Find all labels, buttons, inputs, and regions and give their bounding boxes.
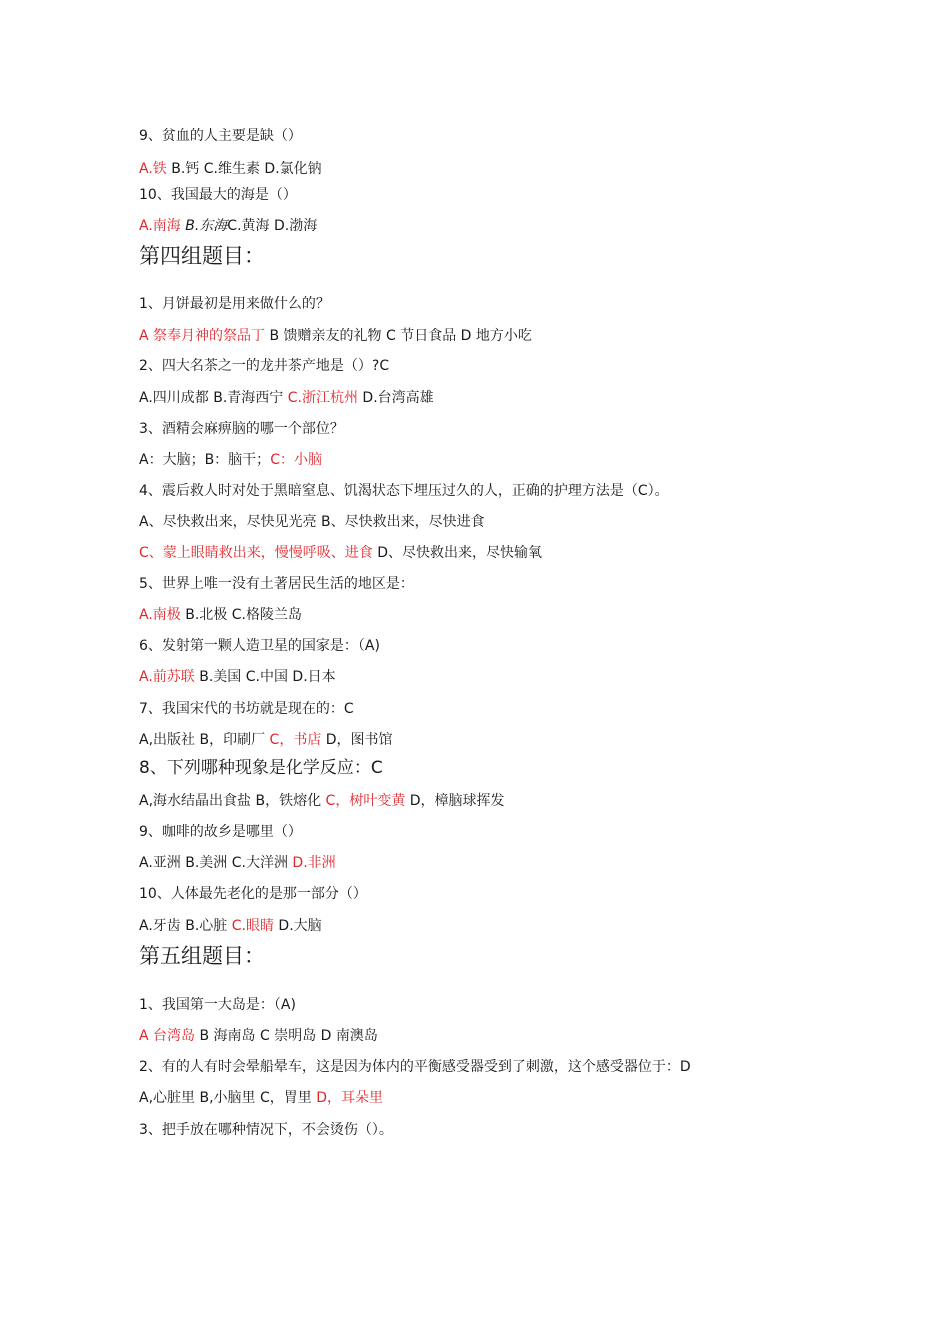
correct-answer: A 祭奉月神的祭品丁 [139, 328, 266, 344]
options-line [139, 730, 393, 750]
correct-answer: A.铁 [139, 161, 167, 177]
question-line [139, 758, 383, 778]
question-line [139, 185, 297, 205]
question-text: 5、世界上唯一没有土著居民生活的地区是： [139, 576, 414, 592]
option-text: D.台湾高雄 [357, 390, 434, 406]
option-text: A.牙齿 B.心脏 [139, 918, 232, 934]
option-text: B.北极 C.格陵兰岛 [180, 607, 302, 623]
options-line [139, 450, 322, 470]
option-text: B.东海 [180, 218, 228, 234]
correct-answer: C，书店 [269, 732, 322, 748]
question-line [139, 699, 354, 719]
options-line [139, 667, 336, 687]
option-text: B 馈赠亲友的礼物 C 节日食品 D 地方小吃 [265, 328, 532, 344]
correct-answer: A.前苏联 [139, 669, 195, 685]
question-text: 2、四大名茶之一的龙井茶产地是（）?C [139, 358, 390, 374]
question-line [139, 126, 302, 146]
options-line [139, 159, 322, 179]
options-line [139, 1088, 383, 1108]
option-text: A.四川成都 B.青海西宁 [139, 390, 288, 406]
correct-answer: D.非洲 [292, 855, 336, 871]
section-heading [139, 242, 265, 270]
options-line [139, 916, 322, 936]
question-line [139, 636, 380, 656]
question-text: 3、把手放在哪种情况下，不会烫伤（）。 [139, 1122, 393, 1138]
options-line [139, 216, 317, 236]
question-line [139, 419, 344, 439]
question-text: 1、我国第一大岛是：（A) [139, 997, 296, 1013]
correct-answer: A.南极 [139, 607, 181, 623]
question-text: 3、酒精会麻痹脑的哪一个部位？ [139, 421, 344, 437]
option-text: D、尽快救出来，尽快输氧 [372, 545, 543, 561]
options-line [139, 1026, 378, 1046]
correct-answer: C、蒙上眼睛救出来，慢慢呼吸、进食 [139, 545, 373, 561]
question-line [139, 1057, 691, 1077]
correct-answer: C：小脑 [270, 452, 322, 468]
question-text: 2、有的人有时会晕船晕车，这是因为体内的平衡感受器受到了刺激，这个感受器位于：D [139, 1059, 691, 1075]
option-text: A,出版社 B，印刷厂 [139, 732, 270, 748]
option-text: A.亚洲 B.美洲 C.大洋洲 [139, 855, 293, 871]
question-text: 4、震后救人时对处于黑暗窒息、饥渴状态下埋压过久的人，正确的护理方法是（C）。 [139, 483, 669, 499]
question-line [139, 356, 389, 376]
heading-text: 第四组题目： [139, 244, 265, 268]
option-text: B 海南岛 C 崇明岛 D 南澳岛 [195, 1028, 378, 1044]
options-line [139, 791, 505, 811]
option-text: A,心脏里 B,小脑里 C，胃里 [139, 1090, 317, 1106]
option-text: D.大脑 [273, 918, 322, 934]
question-line [139, 481, 669, 501]
options-line [139, 388, 434, 408]
heading-text: 第五组题目： [139, 944, 265, 968]
options-line [139, 543, 542, 563]
question-line [139, 574, 414, 594]
question-line [139, 294, 330, 314]
correct-answer: A 台湾岛 [139, 1028, 196, 1044]
option-text: B.钙 C.维生素 D.氯化钠 [166, 161, 322, 177]
option-text: D，樟脑球挥发 [405, 793, 505, 809]
question-text: 6、发射第一颗人造卫星的国家是：（A) [139, 638, 380, 654]
question-line [139, 822, 302, 842]
question-line [139, 995, 296, 1015]
option-text: B.美国 C.中国 D.日本 [194, 669, 336, 685]
option-text: C.黄海 D.渤海 [227, 218, 318, 234]
option-text: A,海水结晶出食盐 B，铁熔化 [139, 793, 326, 809]
correct-answer: C，树叶变黄 [325, 793, 406, 809]
option-text: D，图书馆 [321, 732, 393, 748]
option-text: A、尽快救出来，尽快见光亮 B、尽快救出来，尽快进食 [139, 514, 485, 530]
correct-answer: A.南海 [139, 218, 181, 234]
question-text: 8、下列哪种现象是化学反应：C [139, 758, 383, 778]
question-text: 9、贫血的人主要是缺（） [139, 128, 302, 144]
question-line [139, 884, 367, 904]
question-text: 10、人体最先老化的是那一部分（） [139, 886, 367, 902]
question-line [139, 1120, 393, 1140]
section-heading [139, 942, 265, 970]
options-line [139, 605, 302, 625]
option-text: A：大脑；B：脑干； [139, 452, 271, 468]
correct-answer: D，耳朵里 [316, 1090, 383, 1106]
correct-answer: C.浙江杭州 [287, 390, 358, 406]
question-text: 10、我国最大的海是（） [139, 187, 297, 203]
question-text: 9、咖啡的故乡是哪里（） [139, 824, 302, 840]
options-line [139, 853, 336, 873]
options-line [139, 326, 532, 346]
correct-answer: C.眼睛 [231, 918, 274, 934]
options-line [139, 512, 485, 532]
question-text: 1、月饼最初是用来做什么的？ [139, 296, 330, 312]
question-text: 7、我国宋代的书坊就是现在的：C [139, 701, 354, 717]
